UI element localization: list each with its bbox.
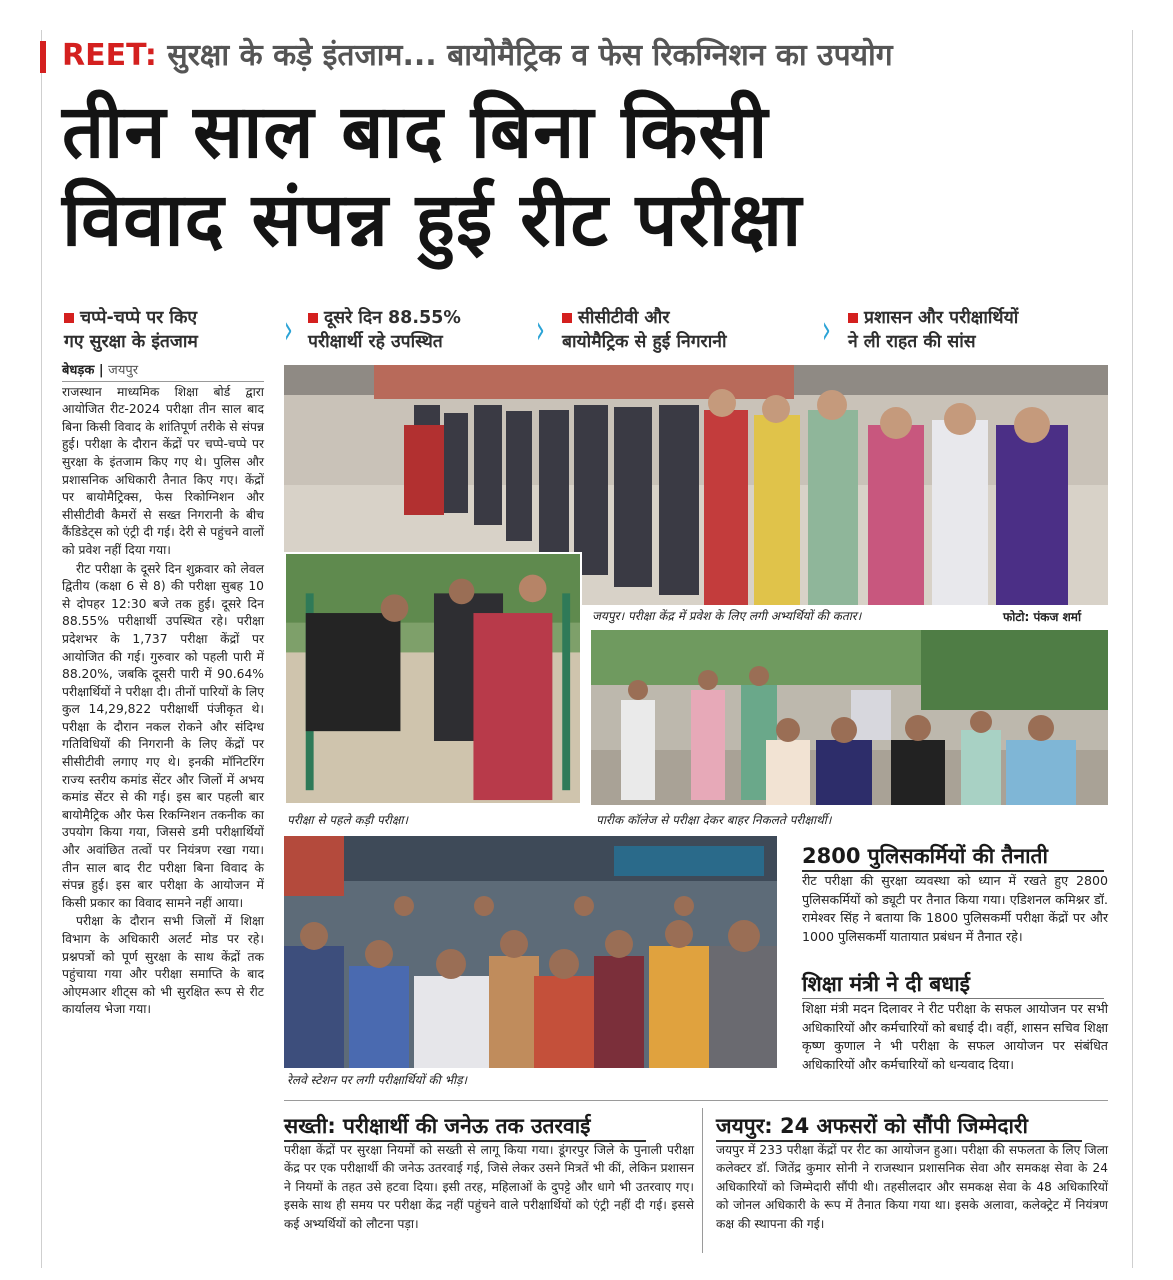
strict-box-body: परीक्षा केंद्रों पर सुरक्षा नियमों को सख्ती से लागू किया गया। डूंगरपुर जिले के पुनाली परीक्षा केंद्र पर एक परीक्षार्थी की जनेऊ उतरवाई गई, जिसे लेकर उसने मित्रतें भी कीं, लेकिन प्रशासन ने नियमों के तहत उसे हटवा दिया। इसी तरह, महिलाओं के दुपट्टे और धागे भी उतरवाए गए। इसके साथ ही समय पर परीक्षा केंद्र नहीं पहुंचने वाले परीक्षार्थियों को एंट्री नहीं दी गई। इससे कई अभ्यर्थियों को लौटना पड़ा। [284, 1143, 694, 1231]
chevron-right-icon: › [822, 307, 831, 353]
photo-college-exit [591, 630, 1108, 805]
dateline: बेधड़क | जयपुर [62, 362, 264, 382]
highlight-1 [64, 306, 269, 362]
chevron-right-icon: › [284, 307, 293, 353]
main-story [62, 362, 264, 1020]
caption-railway-station: रेलवे स्टेशन पर लगी परीक्षार्थियों की भीड़। [287, 1073, 468, 1087]
photo-railway-station [284, 836, 777, 1068]
bullet-square [848, 313, 858, 323]
highlight-1-line-2: गए सुरक्षा के इंतजाम [64, 332, 198, 352]
highlight-4-line-2: ने ली राहत की सांस [848, 332, 976, 352]
highlight-1-line-1: चप्पे-चप्पे पर किए [80, 308, 198, 328]
highlight-3 [562, 306, 812, 362]
bullet-square [308, 313, 318, 323]
caption-security-check: परीक्षा से पहले कड़ी परीक्षा। [287, 813, 409, 827]
story-paragraph-3: परीक्षा के दौरान सभी जिलों में शिक्षा विभाग के अधिकारी अलर्ट मोड पर रहे। प्रश्नपत्रों को पूर्ण सुरक्षा के साथ केंद्रों तक पहुंचाया गया और परीक्षा समाप्ति के बाद ओएमआर शीट्स को भी सुरक्षित रूप से रीट कार्यालय भेजा गया। [62, 914, 264, 1017]
photo-security-check [284, 552, 582, 805]
story-paragraph-2: रीट परीक्षा के दूसरे दिन शुक्रवार को लेवल द्वितीय (कक्षा 6 से 8) की परीक्षा सुबह 10 से दोपहर 12:30 बजे तक हुई। दूसरे दिन 88.55% परीक्षार्थी उपस्थित रहे। परीक्षा प्रदेशभर के 1,737 परीक्षा केंद्रों पर आयोजित की गई। गुरुवार को पहली पारी में 88.20%, जबकि दूसरी पारी में 90.64% परीक्षार्थियों ने परीक्षा दी। तीनों पारियों के लिए कुल 14,29,822 परीक्षार्थी पंजीकृत थे। परीक्षा के दौरान नकल रोकने और संदिग्ध गतिविधियों की निगरानी के लिए केंद्रों पर सीसीटीवी लगाए गए थे। इनकी मॉनिटरिंग राज्य स्तरीय कमांड सेंटर और जिलों में अभय कमांड सेंटर से की गई। इस बार पहली बार बायोमैट्रिक और फेस रिकग्निशन तकनीक का उपयोग किया गया, जिससे डमी परीक्षार्थियों और अवांछित तत्वों पर नियंत्रण रखा गया। तीन साल बाद रीट परीक्षा बिना विवाद के संपन्न हुई। इस बार परीक्षा के आयोजन में किसी प्रकार का विवाद सामने नहीं आया। [62, 561, 264, 910]
divider-horizontal [284, 1100, 1108, 1101]
kicker-text: सुरक्षा के कड़े इंतजाम... बायोमैट्रिक व फेस रिकग्निशन का उपयोग [167, 38, 893, 73]
divider-vertical [702, 1108, 703, 1253]
highlight-2-line-1: दूसरे दिन 88.55% [324, 308, 461, 328]
highlight-4 [848, 306, 1110, 362]
bullet-square [64, 313, 74, 323]
bullet-square [562, 313, 572, 323]
kicker-bar [40, 41, 46, 73]
chevron-right-icon: › [536, 307, 545, 353]
police-box-title: 2800 पुलिसकर्मियों की तैनाती [802, 842, 1104, 872]
highlight-2-line-2: परीक्षार्थी रहे उपस्थित [308, 332, 443, 352]
kicker [40, 36, 1130, 76]
headline-line-1: तीन साल बाद बिना किसी [62, 89, 769, 175]
jaipur-box-body: जयपुर में 233 परीक्षा केंद्रों पर रीट का आयोजन हुआ। परीक्षा की सफलता के लिए जिला कलेक्टर डॉ. जितेंद्र कुमार सोनी ने राजस्थान प्रशासनिक सेवा और समकक्ष सेवा के 24 अधिकारियों को जिम्मेदारी सौंपी थी। तहसीलदार और समकक्ष सेवा के 48 अधिकारियों को जोनल अधिकारी के रूप में तैनात किया गया था। इसके अलावा, कलेक्ट्रेट में नियंत्रण कक्ष की स्थापना की गई। [716, 1143, 1108, 1231]
minister-box-body: शिक्षा मंत्री मदन दिलावर ने रीट परीक्षा के सफल आयोजन पर सभी अधिकारियों और कर्मचारियों को बधाई दी। वहीं, शासन सचिव शिक्षा कृष्ण कुणाल ने भी परीक्षा के सफल आयोजन पर संबंधित अधिकारियों और कर्मचारियों को धन्यवाद दिया। [802, 1001, 1108, 1072]
dateline-location: जयपुर [108, 363, 139, 378]
headline-line-2: विवाद संपन्न हुई रीट परीक्षा [62, 177, 803, 263]
caption-college-exit: पारीक कॉलेज से परीक्षा देकर बाहर निकलते परीक्षार्थी। [596, 813, 832, 827]
minister-box-title: शिक्षा मंत्री ने दी बधाई [802, 970, 1104, 999]
highlight-4-line-1: प्रशासन और परीक्षार्थियों [864, 308, 1019, 328]
strict-box-title: सख्ती: परीक्षार्थी की जनेऊ तक उतरवाई [284, 1112, 646, 1142]
story-paragraph-1: राजस्थान माध्यमिक शिक्षा बोर्ड द्वारा आयोजित रीट-2024 परीक्षा तीन साल बाद बिना किसी विवाद के शांतिपूर्ण तरीके से संपन्न हुई। परीक्षा के दौरान केंद्रों पर चप्पे-चप्पे पर सुरक्षा के इंतजाम किए गए थे। पुलिस और प्रशासनिक अधिकारी तैनात किए गए। केंद्रों पर बायोमैट्रिक्स, फेस रिकोग्निशन और सीसीटीवी कैमरों से सख्त निगरानी के बीच कैंडिडेट्स को एंट्री दी गई। देरी से पहुंचने वालों को प्रवेश नहीं दिया गया। [62, 384, 264, 557]
highlight-3-line-2: बायोमैट्रिक से हुई निगरानी [562, 332, 727, 352]
caption-exam-queue: जयपुर। परीक्षा केंद्र में प्रवेश के लिए लगी अभ्यर्थियों की कतार। [592, 609, 862, 623]
police-box-body: रीट परीक्षा की सुरक्षा व्यवस्था को ध्यान में रखते हुए 2800 पुलिसकर्मियों को ड्यूटी पर तैनात किया गया। एडिशनल कमिश्नर डॉ. रामेश्वर सिंह ने बताया कि 1800 पुलिसकर्मी परीक्षा केंद्रों पर और 1000 पुलिसकर्मी यातायात प्रबंधन में तैनात रहे। [802, 873, 1108, 944]
photo-credit: फोटो: पंकज शर्मा [1003, 610, 1082, 624]
dateline-source: बेधड़क [62, 363, 95, 378]
headline [62, 88, 1122, 264]
highlight-2 [308, 306, 528, 362]
highlight-3-line-1: सीसीटीवी और [578, 308, 670, 328]
kicker-label: REET: [62, 38, 157, 73]
jaipur-box-title: जयपुर: 24 अफसरों को सौंपी जिम्मेदारी [716, 1112, 1082, 1142]
